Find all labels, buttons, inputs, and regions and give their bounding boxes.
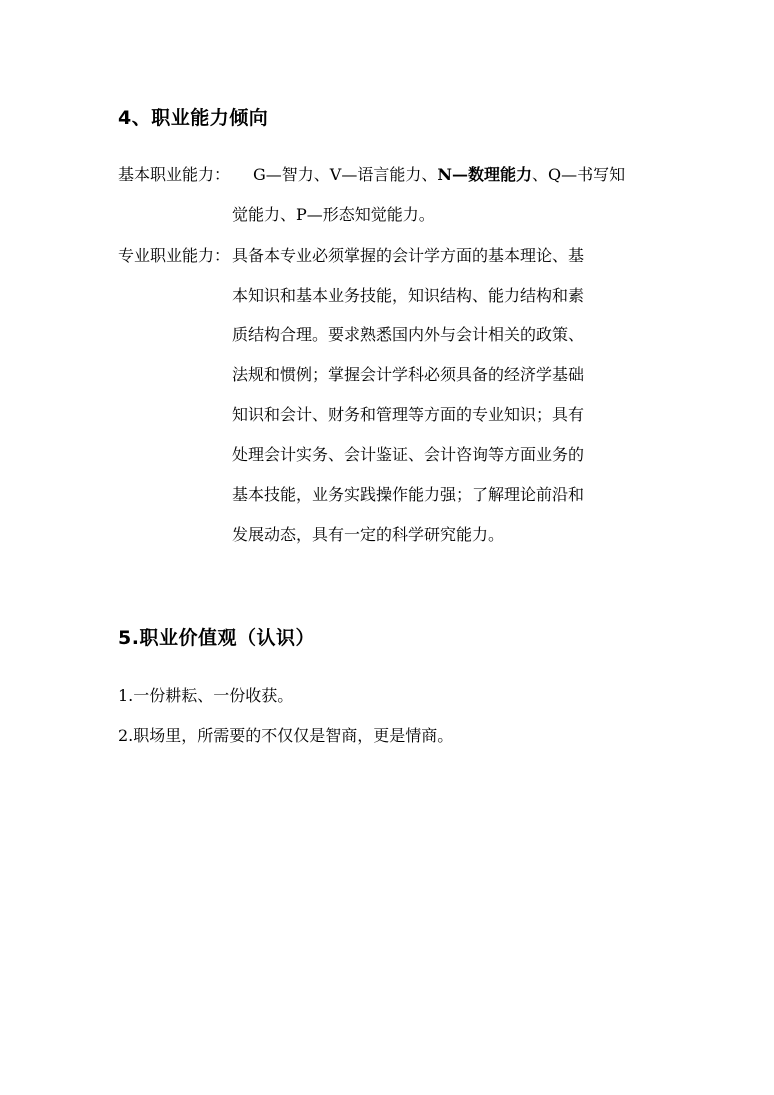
professional-ability-line: 质结构合理。要求熟悉国内外与会计相关的政策、 (232, 325, 585, 344)
professional-ability-line: 法规和惯例；掌握会计学科必须具备的经济学基础 (232, 365, 585, 384)
professional-ability-line: 具备本专业必须掌握的会计学方面的基本理论、基 (232, 246, 585, 265)
professional-ability-label: 专业职业能力： (118, 246, 231, 265)
professional-ability-line: 处理会计实务、会计鉴证、会计咨询等方面业务的 (232, 445, 585, 464)
value-list-item: 2.职场里，所需要的不仅仅是智商，更是情商。 (118, 726, 454, 745)
basic-ability-text-line-2: 觉能力、P—形态知觉能力。 (232, 205, 435, 224)
basic-ability-text-part: G—智力、V—语言能力、 (253, 165, 438, 184)
numerical-ability-bold-text: N—数理能力 (437, 165, 532, 184)
basic-ability-text-line-1 (253, 162, 625, 185)
professional-ability-line: 基本技能，业务实践操作能力强；了解理论前沿和 (232, 485, 585, 504)
professional-ability-line: 知识和会计、财务和管理等方面的专业知识；具有 (232, 405, 585, 424)
section-4-heading: 4、职业能力倾向 (118, 107, 269, 129)
professional-ability-line: 发展动态，具有一定的科学研究能力。 (232, 525, 505, 544)
professional-ability-line: 本知识和基本业务技能，知识结构、能力结构和素 (232, 286, 585, 305)
section-5-heading: 5.职业价值观（认识） (118, 627, 315, 649)
basic-ability-label: 基本职业能力： (118, 165, 231, 184)
value-list-item: 1.一份耕耘、一份收获。 (118, 686, 294, 705)
basic-ability-text-part: 、Q—书写知 (531, 165, 626, 184)
